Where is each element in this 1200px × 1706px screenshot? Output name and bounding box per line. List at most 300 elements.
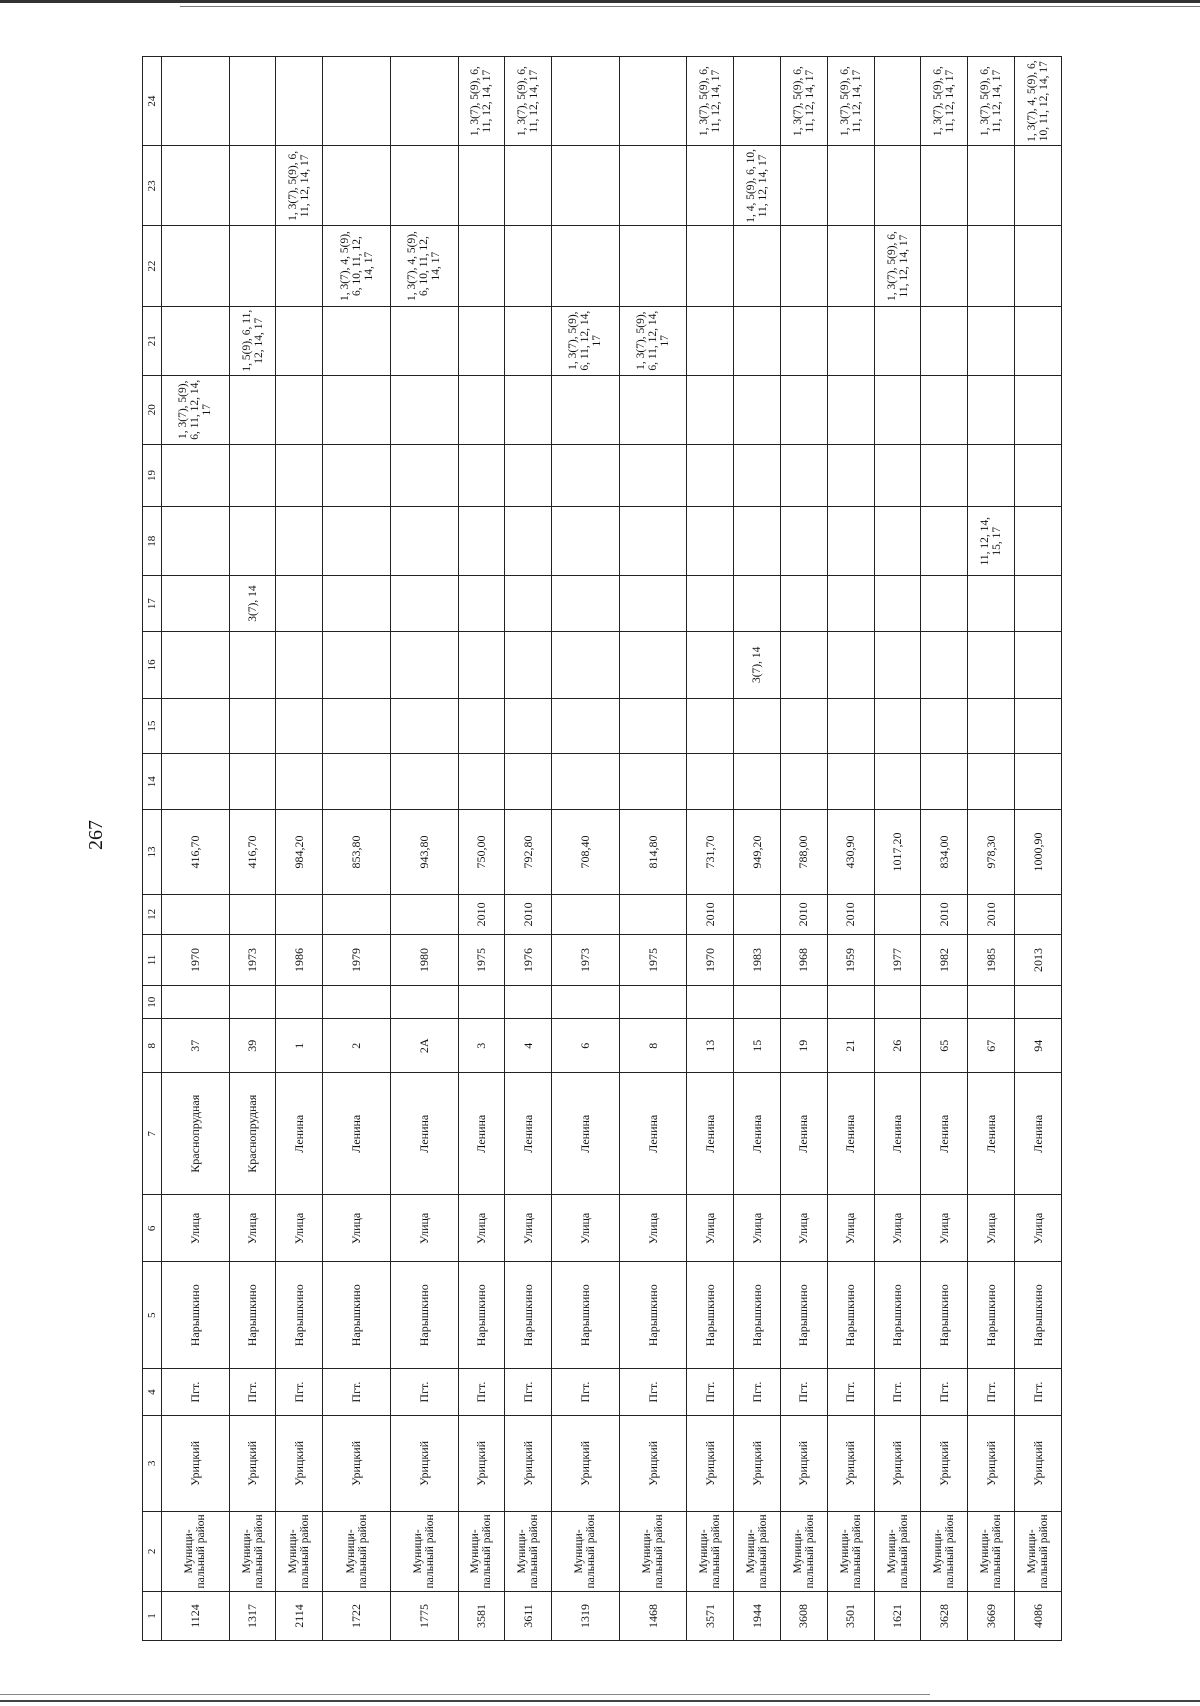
table-cell [619, 631, 687, 698]
table-cell [505, 375, 552, 444]
table-cell: 2А [390, 1019, 458, 1072]
table-cell: 2010 [458, 894, 505, 934]
table-cell: 1, 4, 5(9), 6, 10, 11, 12, 14, 17 [734, 146, 781, 226]
column-header: 7 [143, 1072, 162, 1195]
table-row [323, 57, 391, 1641]
table-cell: Нарышкино [162, 1262, 230, 1369]
table-cell: Нарышкино [968, 1262, 1015, 1369]
table-cell [390, 507, 458, 576]
table-cell: 1959 [827, 934, 874, 985]
scan-top-rule [180, 6, 1200, 7]
table-cell [458, 507, 505, 576]
table-cell [162, 631, 230, 698]
table-cell [687, 507, 734, 576]
table-cell: Нарышкино [1015, 1262, 1062, 1369]
table-cell [552, 576, 620, 632]
table-cell [162, 754, 230, 810]
table-cell [276, 507, 323, 576]
table-cell [323, 306, 391, 375]
table-cell: 978,30 [968, 810, 1015, 895]
column-header: 15 [143, 698, 162, 754]
table-cell: Нарышкино [552, 1262, 620, 1369]
table-cell [1015, 894, 1062, 934]
table-row [921, 57, 968, 1641]
table-cell [229, 375, 276, 444]
table-cell [1015, 507, 1062, 576]
table-cell: 708,40 [552, 810, 620, 895]
table-cell [505, 576, 552, 632]
column-header: 24 [143, 57, 162, 146]
table-cell [874, 754, 921, 810]
table-cell: Пгт. [323, 1369, 391, 1416]
table-cell [323, 507, 391, 576]
table-cell: 1970 [687, 934, 734, 985]
table-cell: Улица [619, 1195, 687, 1262]
table-cell: 1, 3(7), 5(9), 6, 11, 12, 14, 17 [619, 306, 687, 375]
table-cell [458, 631, 505, 698]
table-cell: Урицкий [1015, 1416, 1062, 1512]
table-cell [734, 306, 781, 375]
table-cell: Улица [276, 1195, 323, 1262]
table-cell [827, 507, 874, 576]
table-cell [827, 754, 874, 810]
table-cell: 750,00 [458, 810, 505, 895]
table-cell [323, 754, 391, 810]
rotated-table-container [142, 56, 1062, 1641]
table-cell: 2010 [781, 894, 828, 934]
table-cell [619, 754, 687, 810]
table-cell: Муници-пальный район [619, 1511, 687, 1591]
table-cell: 1986 [276, 934, 323, 985]
table-cell [162, 57, 230, 146]
table-cell [921, 986, 968, 1019]
table-cell [874, 306, 921, 375]
table-cell [552, 444, 620, 506]
table-cell [827, 146, 874, 226]
table-cell: 1944 [734, 1592, 781, 1641]
table-cell [1015, 986, 1062, 1019]
table-cell [968, 444, 1015, 506]
table-cell [734, 375, 781, 444]
table-cell: Муници-пальный район [390, 1511, 458, 1591]
table-row [734, 57, 781, 1641]
table-cell [781, 986, 828, 1019]
table-cell [781, 507, 828, 576]
table-cell: Улица [162, 1195, 230, 1262]
table-cell [1015, 375, 1062, 444]
table-cell [162, 576, 230, 632]
table-cell: Ленина [874, 1072, 921, 1195]
table-cell [687, 576, 734, 632]
table-cell: 1317 [229, 1592, 276, 1641]
table-cell [968, 375, 1015, 444]
table-cell: Улица [1015, 1195, 1062, 1262]
table-cell: Пгт. [229, 1369, 276, 1416]
table-cell: Пгт. [619, 1369, 687, 1416]
table-cell [874, 57, 921, 146]
table-cell [276, 986, 323, 1019]
table-row [781, 57, 828, 1641]
table-cell [687, 698, 734, 754]
table-cell: 1, 3(7), 4, 5(9), 6, 10, 11, 12, 14, 17 [1015, 57, 1062, 146]
table-cell [390, 306, 458, 375]
table-cell [390, 631, 458, 698]
table-cell [229, 226, 276, 306]
table-cell [827, 444, 874, 506]
table-row [390, 57, 458, 1641]
table-cell [827, 375, 874, 444]
table-cell: 3501 [827, 1592, 874, 1641]
table-row [827, 57, 874, 1641]
table-cell [827, 631, 874, 698]
table-cell: 15 [734, 1019, 781, 1072]
table-row [162, 57, 230, 1641]
table-cell [781, 754, 828, 810]
table-cell: Нарышкино [827, 1262, 874, 1369]
table-cell [276, 754, 323, 810]
table-cell: 2114 [276, 1592, 323, 1641]
table-cell [968, 754, 1015, 810]
table-cell [323, 146, 391, 226]
table-cell: Улица [781, 1195, 828, 1262]
table-cell: Нарышкино [323, 1262, 391, 1369]
table-cell: 65 [921, 1019, 968, 1072]
table-cell [921, 375, 968, 444]
table-row [458, 57, 505, 1641]
table-cell: Нарышкино [874, 1262, 921, 1369]
table-cell [390, 986, 458, 1019]
table-cell: 13 [687, 1019, 734, 1072]
table-row [505, 57, 552, 1641]
table-cell: Нарышкино [921, 1262, 968, 1369]
table-cell: 26 [874, 1019, 921, 1072]
table-cell [619, 444, 687, 506]
page-number: 267 [85, 820, 107, 850]
table-cell [552, 754, 620, 810]
column-header: 23 [143, 146, 162, 226]
table-cell [229, 507, 276, 576]
table-cell: 2 [323, 1019, 391, 1072]
table-cell: Ленина [921, 1072, 968, 1195]
table-cell [619, 507, 687, 576]
table-cell [874, 631, 921, 698]
table-row [687, 57, 734, 1641]
table-cell: Пгт. [687, 1369, 734, 1416]
table-cell [505, 507, 552, 576]
table-cell: 1124 [162, 1592, 230, 1641]
column-header: 8 [143, 1019, 162, 1072]
table-cell: Муници-пальный район [874, 1511, 921, 1591]
table-cell [552, 986, 620, 1019]
table-row [968, 57, 1015, 1641]
table-cell: 1, 3(7), 5(9), 6, 11, 12, 14, 17 [162, 375, 230, 444]
table-cell: Краснопрудная [162, 1072, 230, 1195]
table-cell [781, 375, 828, 444]
table-cell [552, 631, 620, 698]
column-header: 6 [143, 1195, 162, 1262]
table-cell: Нарышкино [619, 1262, 687, 1369]
table-cell: 8 [619, 1019, 687, 1072]
table-cell [734, 576, 781, 632]
table-cell: 1968 [781, 934, 828, 985]
table-cell: 39 [229, 1019, 276, 1072]
table-cell: Ленина [458, 1072, 505, 1195]
table-cell [276, 576, 323, 632]
table-cell [619, 226, 687, 306]
table-row [276, 57, 323, 1641]
table-cell: 731,70 [687, 810, 734, 895]
table-cell: Муници-пальный район [552, 1511, 620, 1591]
table-cell [921, 507, 968, 576]
table-cell: Улица [323, 1195, 391, 1262]
table-cell: Улица [458, 1195, 505, 1262]
table-cell: Пгт. [162, 1369, 230, 1416]
table-cell: 1980 [390, 934, 458, 985]
scan-bottom-rule [0, 1694, 930, 1695]
table-cell [874, 375, 921, 444]
table-row [552, 57, 620, 1641]
table-cell [458, 226, 505, 306]
table-cell [968, 698, 1015, 754]
table-cell [276, 375, 323, 444]
table-cell [323, 576, 391, 632]
table-cell: Ленина [323, 1072, 391, 1195]
table-cell: Улица [921, 1195, 968, 1262]
column-header: 10 [143, 986, 162, 1019]
table-cell: 3 [458, 1019, 505, 1072]
table-cell: Улица [874, 1195, 921, 1262]
table-cell [781, 698, 828, 754]
table-cell [229, 986, 276, 1019]
table-cell [505, 306, 552, 375]
table-body [143, 57, 1062, 1641]
table-cell: Урицкий [390, 1416, 458, 1512]
table-cell [458, 306, 505, 375]
table-cell [162, 226, 230, 306]
table-cell: 1975 [458, 934, 505, 985]
table-cell: 1, 3(7), 4, 5(9), 6, 10, 11, 12, 14, 17 [390, 226, 458, 306]
table-cell: Урицкий [827, 1416, 874, 1512]
table-cell: 1 [276, 1019, 323, 1072]
table-cell: 1973 [229, 934, 276, 985]
table-cell [968, 631, 1015, 698]
table-cell [229, 754, 276, 810]
table-cell [874, 986, 921, 1019]
table-cell [874, 146, 921, 226]
table-cell [323, 57, 391, 146]
table-cell [921, 306, 968, 375]
table-cell: 1979 [323, 934, 391, 985]
table-cell: 1, 3(7), 5(9), 6, 11, 12, 14, 17 [921, 57, 968, 146]
table-cell: Муници-пальный район [781, 1511, 828, 1591]
table-cell [458, 754, 505, 810]
table-cell: Муници-пальный район [229, 1511, 276, 1591]
table-cell [968, 146, 1015, 226]
table-cell: 3(7), 14 [734, 631, 781, 698]
table-cell: Пгт. [968, 1369, 1015, 1416]
table-cell: Нарышкино [276, 1262, 323, 1369]
table-cell: 834,00 [921, 810, 968, 895]
table-cell: 3611 [505, 1592, 552, 1641]
table-cell: Муници-пальный район [505, 1511, 552, 1591]
table-cell [827, 576, 874, 632]
column-header: 13 [143, 810, 162, 895]
table-cell: Урицкий [276, 1416, 323, 1512]
table-cell: 1976 [505, 934, 552, 985]
table-cell [276, 631, 323, 698]
table-cell: 1, 3(7), 5(9), 6, 11, 12, 14, 17 [827, 57, 874, 146]
table-cell: 4086 [1015, 1592, 1062, 1641]
table-cell: 3571 [687, 1592, 734, 1641]
table-cell [390, 57, 458, 146]
table-cell: Нарышкино [734, 1262, 781, 1369]
table-cell [276, 57, 323, 146]
table-cell [552, 57, 620, 146]
table-cell: Муници-пальный район [458, 1511, 505, 1591]
table-cell: Урицкий [968, 1416, 1015, 1512]
table-cell [390, 754, 458, 810]
table-cell: 21 [827, 1019, 874, 1072]
table-cell: Улица [552, 1195, 620, 1262]
table-cell: Пгт. [734, 1369, 781, 1416]
table-cell: Муници-пальный район [323, 1511, 391, 1591]
table-cell: 416,70 [162, 810, 230, 895]
table-cell [162, 986, 230, 1019]
table-cell: Пгт. [1015, 1369, 1062, 1416]
table-cell: 11, 12, 14, 15, 17 [968, 507, 1015, 576]
table-cell: 416,70 [229, 810, 276, 895]
table-cell: Урицкий [619, 1416, 687, 1512]
table-cell [552, 698, 620, 754]
table-cell: 943,80 [390, 810, 458, 895]
table-cell [505, 444, 552, 506]
table-cell [968, 576, 1015, 632]
table-cell [323, 894, 391, 934]
table-cell [921, 576, 968, 632]
table-cell: 1722 [323, 1592, 391, 1641]
column-header: 2 [143, 1511, 162, 1591]
table-cell: 2010 [968, 894, 1015, 934]
table-cell [390, 894, 458, 934]
table-cell [921, 631, 968, 698]
table-cell [458, 375, 505, 444]
table-cell: Краснопрудная [229, 1072, 276, 1195]
table-cell [619, 146, 687, 226]
table-cell: 2010 [921, 894, 968, 934]
table-cell: Нарышкино [229, 1262, 276, 1369]
column-header: 14 [143, 754, 162, 810]
table-cell: Пгт. [552, 1369, 620, 1416]
table-cell [734, 754, 781, 810]
table-row [619, 57, 687, 1641]
table-cell [552, 146, 620, 226]
table-cell [1015, 631, 1062, 698]
table-cell: 1775 [390, 1592, 458, 1641]
table-cell: 1, 3(7), 5(9), 6, 11, 12, 14, 17 [276, 146, 323, 226]
table-cell [781, 444, 828, 506]
table-cell [458, 698, 505, 754]
table-cell [827, 698, 874, 754]
column-header: 4 [143, 1369, 162, 1416]
table-cell [276, 698, 323, 754]
table-cell: Ленина [734, 1072, 781, 1195]
table-cell [1015, 226, 1062, 306]
table-cell: 2010 [687, 894, 734, 934]
table-cell: 3669 [968, 1592, 1015, 1641]
table-cell [921, 146, 968, 226]
table-cell: Урицкий [781, 1416, 828, 1512]
table-cell: 1319 [552, 1592, 620, 1641]
scan-bottom-edge [0, 1700, 1200, 1702]
table-cell: Муници-пальный район [734, 1511, 781, 1591]
table-cell [781, 226, 828, 306]
table-cell [734, 226, 781, 306]
table-cell: 3581 [458, 1592, 505, 1641]
table-cell: Нарышкино [390, 1262, 458, 1369]
table-cell: Нарышкино [505, 1262, 552, 1369]
column-header: 11 [143, 934, 162, 985]
table-cell: Урицкий [162, 1416, 230, 1512]
table-cell [687, 306, 734, 375]
table-cell: 67 [968, 1019, 1015, 1072]
table-cell: Муници-пальный район [968, 1511, 1015, 1591]
table-cell [827, 986, 874, 1019]
table-cell [968, 986, 1015, 1019]
table-cell: Ленина [390, 1072, 458, 1195]
table-cell: 1, 3(7), 5(9), 6, 11, 12, 14, 17 [968, 57, 1015, 146]
table-cell [921, 226, 968, 306]
table-cell: Ленина [276, 1072, 323, 1195]
table-cell [458, 444, 505, 506]
table-cell: Улица [687, 1195, 734, 1262]
table-cell: 1, 3(7), 5(9), 6, 11, 12, 14, 17 [552, 306, 620, 375]
table-cell [162, 507, 230, 576]
table-cell: Урицкий [734, 1416, 781, 1512]
table-cell [552, 375, 620, 444]
table-cell: Ленина [619, 1072, 687, 1195]
table-cell: Пгт. [505, 1369, 552, 1416]
table-cell [1015, 698, 1062, 754]
table-cell: Муници-пальный район [827, 1511, 874, 1591]
table-cell: Урицкий [552, 1416, 620, 1512]
table-cell [619, 894, 687, 934]
table-cell: 984,20 [276, 810, 323, 895]
table-cell [1015, 444, 1062, 506]
table-cell [619, 576, 687, 632]
table-cell: Пгт. [781, 1369, 828, 1416]
table-cell [619, 57, 687, 146]
table-cell: 1621 [874, 1592, 921, 1641]
table-cell [390, 698, 458, 754]
table-cell: 792,80 [505, 810, 552, 895]
table-cell [458, 576, 505, 632]
table-cell: Урицкий [687, 1416, 734, 1512]
column-header: 3 [143, 1416, 162, 1512]
column-header: 18 [143, 507, 162, 576]
table-cell: Муници-пальный район [921, 1511, 968, 1591]
table-cell [162, 306, 230, 375]
table-cell: 1, 3(7), 5(9), 6, 11, 12, 14, 17 [458, 57, 505, 146]
column-header: 20 [143, 375, 162, 444]
table-cell: 1983 [734, 934, 781, 985]
table-cell [874, 698, 921, 754]
column-header: 17 [143, 576, 162, 632]
table-cell: Ленина [781, 1072, 828, 1195]
table-row [874, 57, 921, 1641]
table-cell [827, 306, 874, 375]
table-cell [505, 754, 552, 810]
table-cell [229, 146, 276, 226]
